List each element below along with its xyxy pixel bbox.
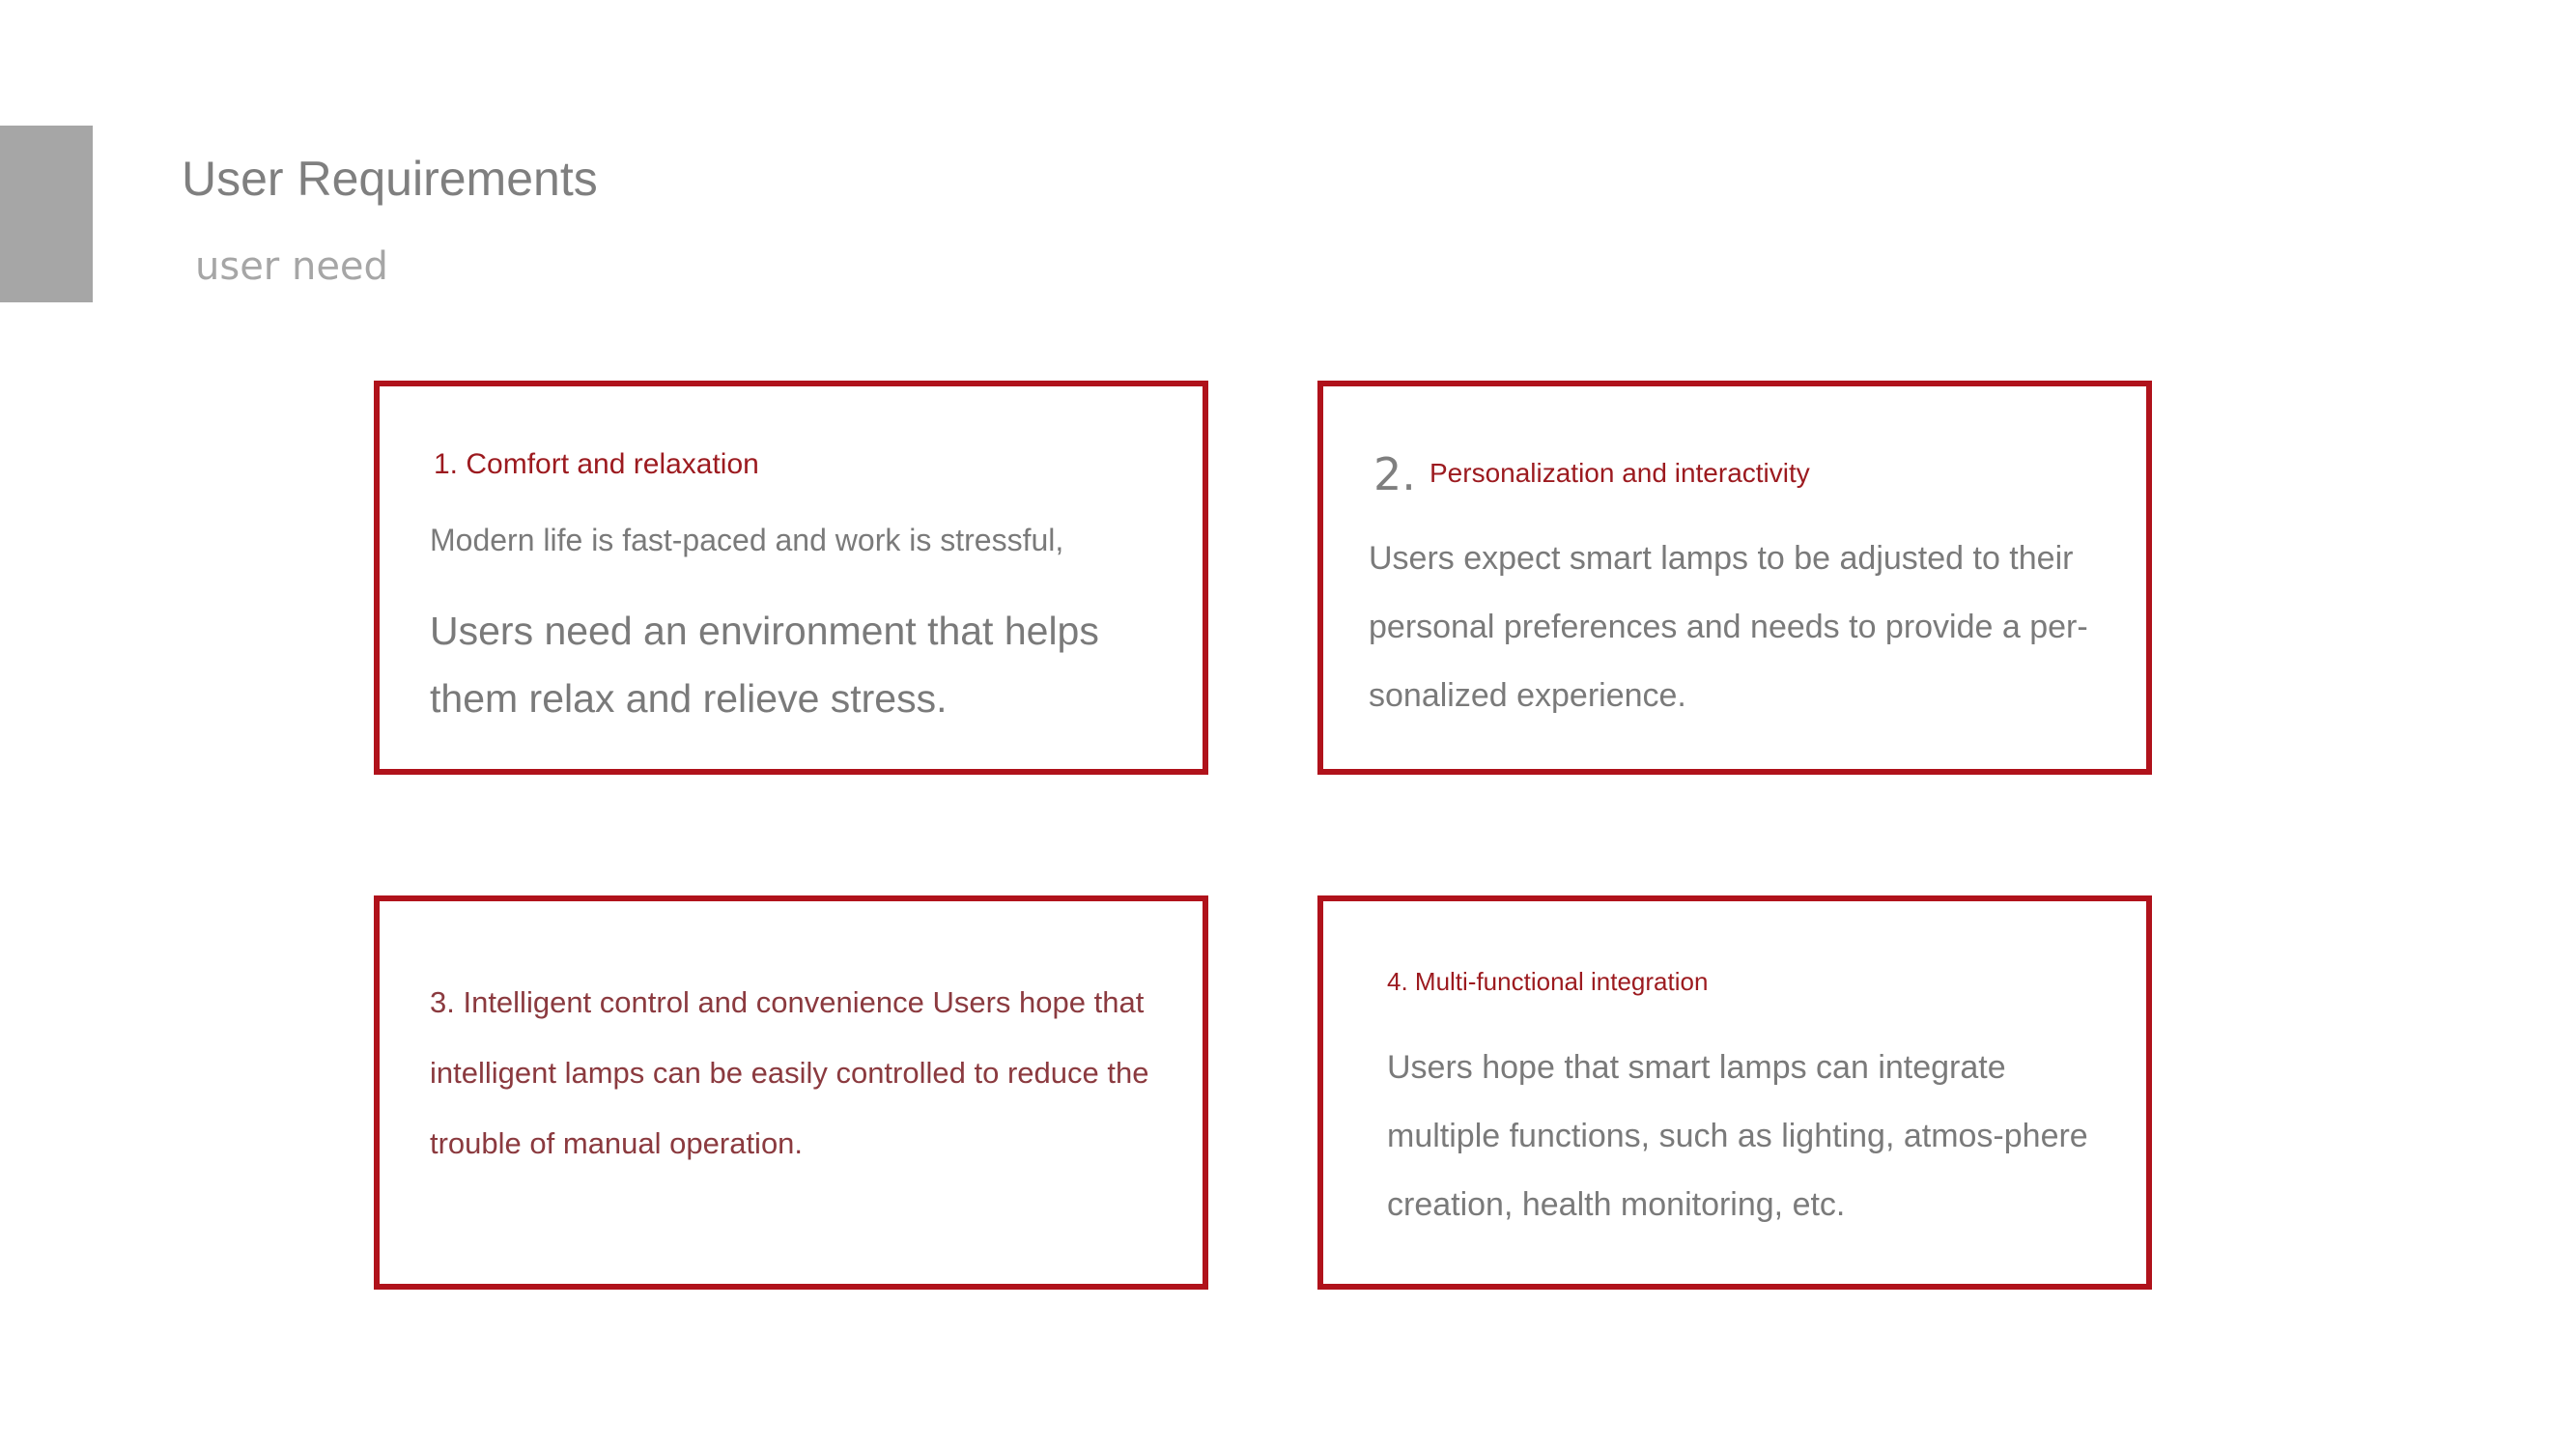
- card-comfort-relaxation: [374, 381, 1208, 775]
- card-lead-text: Modern life is fast-paced and work is stressful,: [430, 523, 1064, 557]
- card-heading: Personalization and interactivity: [1430, 458, 1810, 488]
- accent-bar: [0, 126, 93, 302]
- card-body-text: 3. Intelligent control and convenience Users hope that intelligent lamps can be easily controlled to reduce the trouble of manual operation.: [430, 985, 1149, 1160]
- card-multi-functional-integration: [1317, 895, 2152, 1290]
- card-intelligent-control: [374, 895, 1208, 1290]
- card-body-text: Users need an environment that helps them relax and relieve stress.: [430, 609, 1099, 721]
- card-number: 2.: [1373, 448, 1416, 500]
- card-heading: 1. Comfort and relaxation: [434, 448, 759, 480]
- card-body-text: Users hope that smart lamps can integrate multiple functions, such as lighting, atmos-phere creation, health monitoring, etc.: [1387, 1049, 2088, 1223]
- page-title: User Requirements: [182, 152, 598, 206]
- page-subtitle: user need: [195, 244, 388, 289]
- card-personalization-interactivity: [1317, 381, 2152, 775]
- card-heading: 4. Multi-functional integration: [1387, 967, 1709, 996]
- card-body-text: Users expect smart lamps to be adjusted to their personal preferences and needs to provide a per-sonalized experience.: [1369, 540, 2088, 714]
